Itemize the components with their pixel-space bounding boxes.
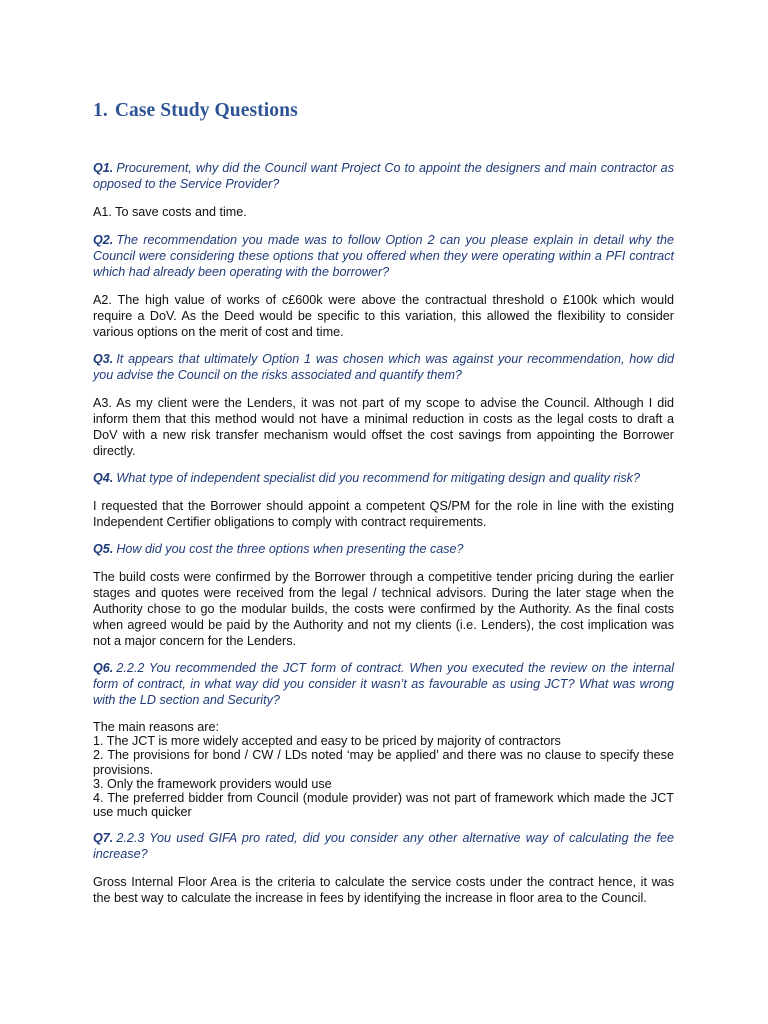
- answer-intro: The main reasons are:: [93, 720, 219, 734]
- question-text: Procurement, why did the Council want Project Co to appoint the designers and main contractor as opposed to the Service Provider?: [93, 161, 674, 191]
- question-label: Q5.: [93, 542, 114, 556]
- answer-list-item: 4. The preferred bidder from Council (module provider) was not part of framework which made the JCT use much quicker: [93, 791, 674, 820]
- question-text: What type of independent specialist did you recommend for mitigating design and quality risk?: [116, 471, 640, 485]
- question-label: Q6.: [93, 661, 114, 675]
- question-text: The recommendation you made was to follow Option 2 can you please explain in detail why the Council were considering these options that you offered when they were operating within a PFI contract which had already been operating with the borrower?: [93, 233, 674, 279]
- question-q3: [93, 351, 674, 383]
- section-title: Case Study Questions: [114, 100, 298, 121]
- question-label: Q1.: [93, 161, 114, 175]
- section-heading: [93, 100, 674, 122]
- answer-list-item: 1. The JCT is more widely accepted and easy to be priced by majority of contractors: [93, 734, 561, 749]
- question-q6: [93, 660, 674, 708]
- question-q7: [93, 830, 674, 862]
- question-label: Q4.: [93, 471, 114, 485]
- question-q5: [93, 541, 674, 557]
- question-text: 2.2.3 You used GIFA pro rated, did you consider any other alternative way of calculating the fee increase?: [93, 831, 674, 862]
- answer-a7: Gross Internal Floor Area is the criteria to calculate the service costs under the contract hence, it was the best way to calculate the increase in fees by identifying the increase in floor area to the Council.: [93, 875, 674, 906]
- answer-a3: A3. As my client were the Lenders, it was not part of my scope to advise the Council. Although I did inform them that this method would not have a minimal reduction in costs as the legal costs to draft a DoV with a new risk transfer mechanism would offset the cost savings from appointing the Borrower directly.: [93, 396, 674, 458]
- answer-a6: [93, 720, 674, 819]
- question-text: How did you cost the three options when presenting the case?: [116, 542, 464, 556]
- answer-a5: The build costs were confirmed by the Borrower through a competitive tender pricing during the earlier stages and quotes were received from the legal / technical advisors. During the later stage when the Authority chose to go the modular builds, the costs were confirmed by the Authority. As the final costs when agreed would be paid by the Authority and not my clients (i.e. Lenders), the cost implication was not a major concern for the Lenders.: [93, 570, 674, 648]
- answer-a1: A1. To save costs and time.: [93, 205, 247, 219]
- section-number: 1.: [93, 100, 108, 121]
- question-text: 2.2.2 You recommended the JCT form of contract. When you executed the review on the internal form of contract, in what way did you consider it wasn’t as favourable as using JCT? What was wrong with the LD section and Security?: [93, 661, 674, 707]
- answer-a2: A2. The high value of works of c£600k were above the contractual threshold o £100k which would require a DoV. As the Deed would be specific to this variation, this allowed the flexibility to consider various options on the merit of cost and time.: [93, 293, 674, 339]
- question-q2: [93, 232, 674, 280]
- question-q4: [93, 470, 674, 486]
- question-q1: [93, 160, 674, 192]
- question-label: Q2.: [93, 233, 114, 247]
- answer-a4: I requested that the Borrower should appoint a competent QS/PM for the role in line with the existing Independent Certifier obligations to comply with contract requirements.: [93, 499, 674, 529]
- answer-list-item: 3. Only the framework providers would use: [93, 776, 332, 791]
- question-label: Q7.: [93, 831, 114, 846]
- question-text: It appears that ultimately Option 1 was chosen which was against your recommendation, how did you advise the Council on the risks associated and quantify them?: [93, 352, 674, 382]
- answer-list-item: 2. The provisions for bond / CW / LDs noted ‘may be applied’ and there was no clause to specify these provisions.: [93, 748, 674, 777]
- question-label: Q3.: [93, 352, 114, 366]
